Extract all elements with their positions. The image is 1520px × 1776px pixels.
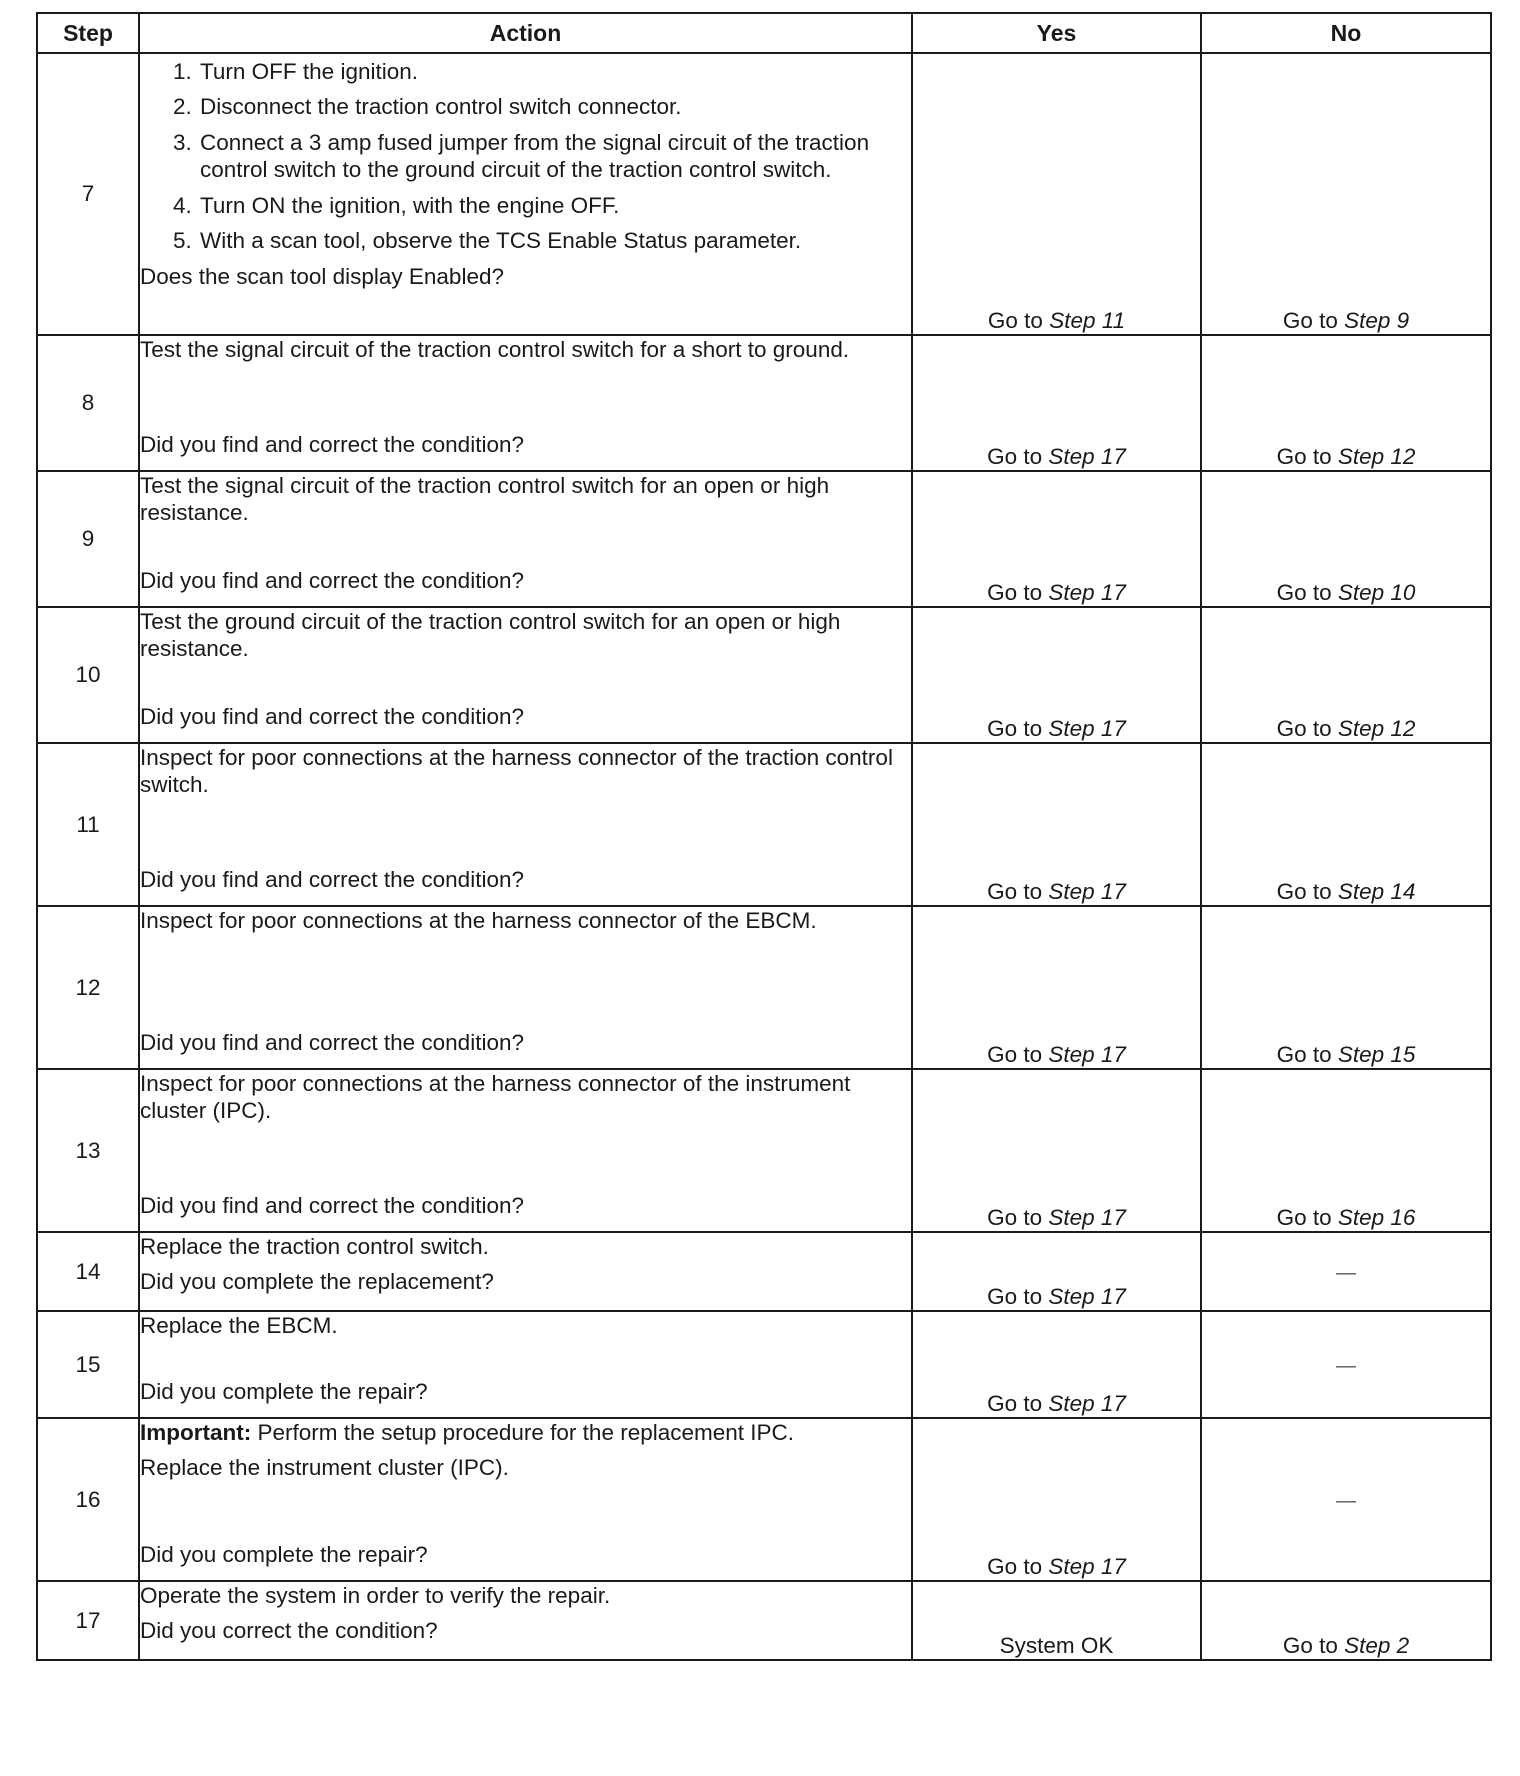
goto-label: Go to: [987, 1553, 1043, 1579]
no-step-ref: Step 12: [1337, 715, 1416, 741]
instruction-text: Test the ground circuit of the traction control switch for an open or high resistance.: [140, 609, 841, 662]
instruction-text: Test the signal circuit of the traction control switch for a short to ground.: [140, 337, 850, 362]
no-cell: [1201, 53, 1491, 335]
action-cell: [139, 1232, 912, 1311]
goto-label: Go to: [1276, 579, 1332, 605]
step-number: 12: [37, 906, 139, 1069]
yes-step-ref: Step 17: [1048, 443, 1126, 469]
table-row-step-8: [37, 335, 1491, 471]
yes-cell: [912, 1232, 1201, 1311]
instruction-text: Operate the system in order to verify the repair.: [140, 1583, 611, 1608]
list-item: 3. Connect a 3 amp fused jumper from the signal circuit of the traction control switch to the ground circuit of the traction control switch.: [198, 129, 911, 184]
list-item: 2. Disconnect the traction control switch connector.: [198, 93, 911, 120]
step-number: 10: [37, 607, 139, 743]
question-text: Did you complete the repair?: [140, 1541, 428, 1567]
goto-label: Go to: [987, 1204, 1043, 1230]
step-number: 7: [37, 53, 139, 335]
instruction-text: Replace the traction control switch.: [140, 1234, 489, 1259]
no-step-ref: Step 9: [1344, 307, 1410, 333]
yes-cell: [912, 53, 1201, 335]
header-yes: Yes: [912, 13, 1201, 53]
important-label: Important:: [140, 1420, 252, 1445]
question-text: Did you complete the replacement?: [140, 1269, 494, 1295]
goto-label: Go to: [1276, 1204, 1332, 1230]
question-text: Did you correct the condition?: [140, 1618, 438, 1644]
action-cell: [139, 471, 912, 607]
step-number: 11: [37, 743, 139, 906]
no-step-ref: Step 15: [1337, 1041, 1416, 1067]
question-text: Does the scan tool display Enabled?: [140, 263, 504, 289]
table-row-step-15: [37, 1311, 1491, 1418]
step-number: 9: [37, 471, 139, 607]
important-text: Perform the setup procedure for the replacement IPC.: [257, 1420, 795, 1445]
question-text: Did you complete the repair?: [140, 1378, 428, 1404]
yes-step-ref: Step 17: [1048, 1041, 1126, 1067]
action-cell: [139, 1311, 912, 1418]
no-cell: [1201, 1418, 1491, 1581]
no-cell: [1201, 471, 1491, 607]
question-text: Did you find and correct the condition?: [140, 866, 524, 892]
question-text: Did you find and correct the condition?: [140, 1192, 524, 1218]
yes-cell: [912, 1581, 1201, 1660]
action-cell: [139, 906, 912, 1069]
no-cell: [1201, 607, 1491, 743]
goto-label: Go to: [987, 1041, 1043, 1067]
not-applicable-dash: —: [1336, 1489, 1356, 1512]
action-cell: [139, 1581, 912, 1660]
goto-label: Go to: [987, 878, 1043, 904]
action-cell: [139, 1418, 912, 1581]
not-applicable-dash: —: [1336, 1261, 1356, 1284]
step-number: 8: [37, 335, 139, 471]
yes-step-ref: Step 17: [1048, 1204, 1126, 1230]
no-step-ref: Step 16: [1337, 1204, 1416, 1230]
yes-cell: [912, 607, 1201, 743]
list-item: 1. Turn OFF the ignition.: [198, 58, 911, 85]
no-step-ref: Step 12: [1337, 443, 1416, 469]
goto-label: Go to: [1276, 715, 1332, 741]
yes-step-ref: Step 17: [1048, 1553, 1126, 1579]
header-row: [37, 13, 1491, 53]
table-row-step-16: [37, 1418, 1491, 1581]
yes-cell: [912, 335, 1201, 471]
goto-label: Go to: [1282, 1632, 1338, 1658]
goto-label: Go to: [987, 579, 1043, 605]
list-item: 4. Turn ON the ignition, with the engine OFF.: [198, 192, 911, 219]
goto-label: Go to: [987, 715, 1043, 741]
step-number: 17: [37, 1581, 139, 1660]
step-number: 15: [37, 1311, 139, 1418]
goto-label: Go to: [1276, 443, 1332, 469]
instruction-text: Inspect for poor connections at the harness connector of the traction control switch.: [140, 745, 893, 798]
table-row-step-11: [37, 743, 1491, 906]
no-cell: [1201, 1069, 1491, 1232]
table-row-step-13: [37, 1069, 1491, 1232]
instruction-text: Replace the instrument cluster (IPC).: [140, 1455, 509, 1481]
yes-step-ref: Step 17: [1048, 715, 1126, 741]
yes-step-ref: Step 11: [1049, 307, 1126, 333]
yes-cell: [912, 471, 1201, 607]
no-cell: [1201, 1581, 1491, 1660]
table-row-step-10: [37, 607, 1491, 743]
question-text: Did you find and correct the condition?: [140, 567, 524, 593]
yes-cell: [912, 1418, 1201, 1581]
table-row-step-9: [37, 471, 1491, 607]
no-step-ref: Step 2: [1344, 1632, 1410, 1658]
no-step-ref: Step 10: [1337, 579, 1416, 605]
goto-label: Go to: [987, 307, 1043, 333]
no-step-ref: Step 14: [1337, 878, 1416, 904]
table-row-step-17: [37, 1581, 1491, 1660]
question-text: Did you find and correct the condition?: [140, 1029, 524, 1055]
goto-label: Go to: [1276, 1041, 1332, 1067]
goto-label: Go to: [987, 443, 1043, 469]
header-step: Step: [37, 13, 139, 53]
no-cell: [1201, 743, 1491, 906]
no-cell: [1201, 1232, 1491, 1311]
important-note: [140, 1419, 911, 1446]
system-ok-text: System OK: [999, 1632, 1114, 1658]
no-cell: [1201, 906, 1491, 1069]
action-cell: [139, 1069, 912, 1232]
instruction-text: Test the signal circuit of the traction control switch for an open or high resistance.: [140, 473, 830, 526]
instruction-text: Inspect for poor connections at the harness connector of the instrument cluster (IPC).: [140, 1071, 851, 1124]
header-action: Action: [139, 13, 912, 53]
procedure-list: [140, 58, 911, 255]
question-text: Did you find and correct the condition?: [140, 431, 524, 457]
yes-step-ref: Step 17: [1048, 1283, 1126, 1309]
goto-label: Go to: [987, 1283, 1043, 1309]
list-item: 5. With a scan tool, observe the TCS Enable Status parameter.: [198, 227, 911, 254]
yes-step-ref: Step 17: [1048, 579, 1126, 605]
no-cell: [1201, 335, 1491, 471]
action-cell: [139, 607, 912, 743]
question-text: Did you find and correct the condition?: [140, 703, 524, 729]
not-applicable-dash: —: [1336, 1354, 1356, 1377]
action-cell: [139, 743, 912, 906]
yes-cell: [912, 743, 1201, 906]
action-cell: [139, 335, 912, 471]
table-row-step-7: [37, 53, 1491, 335]
action-cell: [139, 53, 912, 335]
yes-cell: [912, 906, 1201, 1069]
instruction-text: Replace the EBCM.: [140, 1313, 338, 1338]
table-row-step-12: [37, 906, 1491, 1069]
no-cell: [1201, 1311, 1491, 1418]
yes-step-ref: Step 17: [1048, 1390, 1126, 1416]
step-number: 14: [37, 1232, 139, 1311]
yes-cell: [912, 1311, 1201, 1418]
yes-step-ref: Step 17: [1048, 878, 1126, 904]
step-number: 16: [37, 1418, 139, 1581]
instruction-text: Inspect for poor connections at the harness connector of the EBCM.: [140, 908, 817, 933]
goto-label: Go to: [1276, 878, 1332, 904]
header-no: No: [1201, 13, 1491, 53]
goto-label: Go to: [987, 1390, 1043, 1416]
table-row-step-14: [37, 1232, 1491, 1311]
goto-label: Go to: [1282, 307, 1338, 333]
yes-cell: [912, 1069, 1201, 1232]
step-number: 13: [37, 1069, 139, 1232]
diagnostic-table: [36, 12, 1492, 1661]
